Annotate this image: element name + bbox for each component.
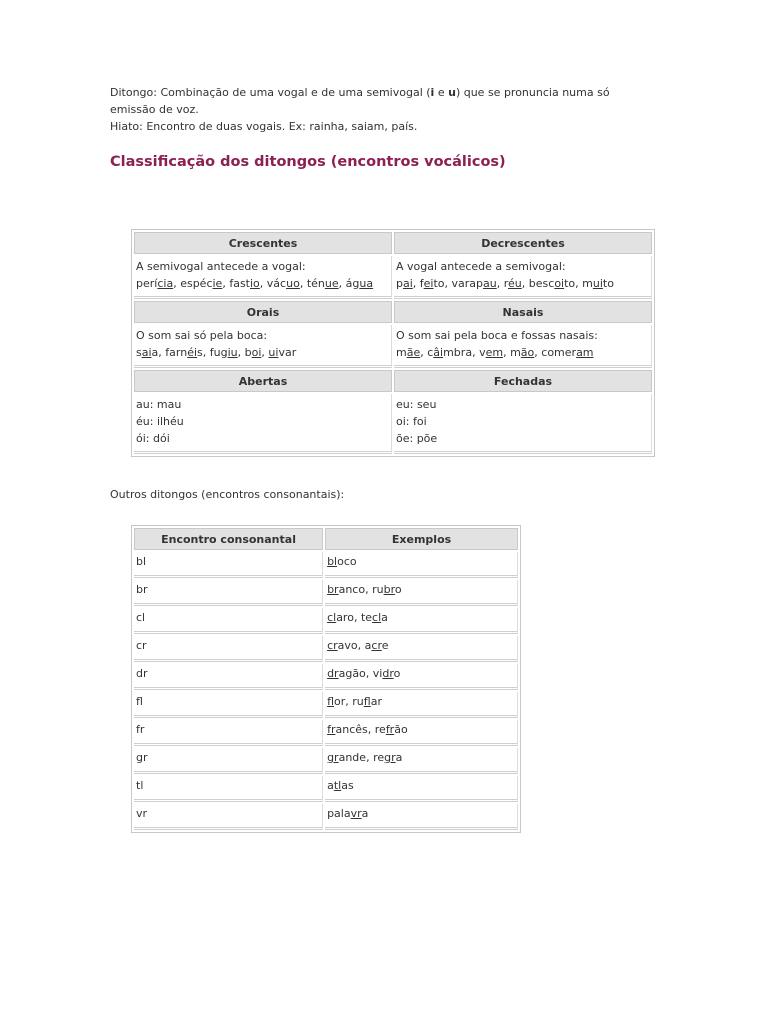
consonant-table-header-row [134,528,518,550]
word-segment: fast [229,277,250,290]
highlighted-letters: uo [286,277,300,290]
table-row [134,580,518,606]
table-row [134,636,518,662]
word-segment: aro [336,611,354,624]
highlighted-letters: fl [363,695,371,708]
word-segment: pala [327,807,351,820]
word-segment: ru [352,695,364,708]
example-words: saia, farnéis, fugiu, boi, uivar [136,346,297,359]
highlighted-letters: cl [327,611,337,624]
classification-data-cell [134,325,392,368]
example-line: au: mau [136,398,182,411]
encontro-cell: fr [134,720,323,746]
word-segment: a [361,807,369,820]
word-segment: var [278,346,297,359]
example-line: éu: ilhéu [136,415,184,428]
highlighted-letters: am [576,346,594,359]
exemplos-cell [325,552,518,578]
encontro-cell: vr [134,804,323,830]
word-segment: to [433,277,445,290]
word-segment: a [151,346,159,359]
cell-description: A vogal antecede a semivogal: [396,260,566,273]
exemplos-cell [325,776,518,802]
word-segment: perí [136,277,158,290]
word-segment: ande [338,751,367,764]
word-segment: a [395,751,403,764]
highlighted-letters: oi [554,277,565,290]
classification-header-row [134,370,652,392]
classification-data-cell [394,256,652,299]
word-segment: anco [338,583,366,596]
encontro-cell: bl [134,552,323,578]
encontro-cell: gr [134,748,323,774]
word-segment: as [341,779,354,792]
word-segment: to [602,277,614,290]
word-segment: a [364,639,372,652]
classification-header-row [134,232,652,254]
highlighted-letters: dr [382,667,394,680]
classification-data-cell [394,325,652,368]
highlighted-letters: ui [592,277,603,290]
word-segment: fug [209,346,228,359]
highlighted-letters: tl [333,779,342,792]
word-segment: besc [528,277,555,290]
highlighted-letters: ai [402,277,413,290]
highlighted-letters: em [485,346,504,359]
highlighted-letters: ie [212,277,223,290]
word-segment: m [396,346,407,359]
word-segment: varap [451,277,484,290]
classification-header-row [134,301,652,323]
table-row [134,692,518,718]
word-segment: agão [338,667,366,680]
word-segment: s [136,346,142,359]
highlighted-letters: ãe [406,346,421,359]
table-row [134,552,518,578]
encontro-cell: br [134,580,323,606]
highlighted-letters: oi [251,346,262,359]
highlighted-letters: bl [327,555,338,568]
word-segment: c [427,346,434,359]
example-line: oi: foi [396,415,427,428]
example-words: perícia, espécie, fastio, vácuo, ténue, água [136,277,374,290]
highlighted-letters: fr [385,723,395,736]
table-row [134,776,518,802]
exemplos-cell: cravo, acre [325,636,518,662]
highlighted-letters: ei [423,277,434,290]
word-segment: a [381,611,388,624]
section-title: Classificação dos ditongos (encontros vocálicos) [110,154,506,170]
word-segment: v [479,346,486,359]
word-segment: re [373,751,385,764]
classification-data-row [134,394,652,454]
word-segment: m [510,346,521,359]
highlighted-letters: fl [327,695,335,708]
word-segment: ru [372,583,384,596]
word-segment: e [381,639,389,652]
word-segment: m [582,277,593,290]
highlighted-letters: éi [187,346,198,359]
example-line: õe: põe [396,432,438,445]
header-exemplos: Exemplos [325,528,518,550]
word-segment: o [394,583,402,596]
example-line: ói: dói [136,432,170,445]
word-segment: te [360,611,373,624]
highlighted-letters: iu [227,346,238,359]
ditongo-definition: Ditongo: Combinação de uma vogal e de uma semivogal (i e u) que se pronuncia numa só [110,86,610,99]
classification-data-cell [394,394,652,454]
outros-ditongos-label: Outros ditongos (encontros consonantais): [110,488,345,501]
cell-description: O som sai só pela boca: [136,329,268,342]
word-segment: ág [345,277,360,290]
word-segment: s [197,346,203,359]
highlighted-letters: éu [508,277,522,290]
ditongo-definition-cont: emissão de voz. [110,103,199,116]
word-segment: farn [165,346,188,359]
classification-header-cell: Abertas [134,370,392,392]
word-segment: oco [337,555,357,568]
highlighted-letters: vr [350,807,362,820]
table-row [134,804,518,830]
example-words: pai, feito, varapau, réu, bescoito, muito [396,277,614,290]
exemplos-cell: claro, tecla [325,608,518,634]
table-row [134,720,518,746]
encontro-cell: tl [134,776,323,802]
word-segment: mbra [443,346,473,359]
intro-text [110,84,670,135]
encontro-cell: dr [134,664,323,690]
classification-header-cell: Nasais [394,301,652,323]
word-segment: vi [372,667,383,680]
word-segment: a [327,779,334,792]
word-segment: espéc [180,277,213,290]
highlighted-letters: ue [324,277,339,290]
highlighted-letters: ua [359,277,374,290]
highlighted-letters: ui [268,346,279,359]
highlighted-letters: br [383,583,395,596]
cell-description: A semivogal antecede a vogal: [136,260,306,273]
classification-data-cell [134,394,392,454]
highlighted-letters: br [327,583,339,596]
word-segment: f [419,277,424,290]
encontro-cell: cr [134,636,323,662]
highlighted-letters: ai [141,346,152,359]
highlighted-letters: gr [384,751,396,764]
word-segment: o [393,667,401,680]
word-segment: to [564,277,576,290]
word-segment: b [244,346,252,359]
exemplos-cell: flor, ruflar [325,692,518,718]
highlighted-letters: âi [433,346,444,359]
word-segment: ancês [335,723,368,736]
table-row [134,608,518,634]
table-row [134,748,518,774]
word-segment: r [503,277,509,290]
diphthong-classification-table [131,229,655,457]
exemplos-cell: dragão, vidro [325,664,518,690]
classification-data-cell [134,256,392,299]
example-line: eu: seu [396,398,437,411]
word-segment: or [334,695,346,708]
highlighted-letters: au [483,277,497,290]
exemplos-cell: francês, refrão [325,720,518,746]
highlighted-letters: cr [371,639,382,652]
encontro-cell: cl [134,608,323,634]
word-segment: comer [541,346,577,359]
consonant-cluster-table [131,525,521,833]
highlighted-letters: dr [327,667,339,680]
exemplos-cell: branco, rubro [325,580,518,606]
classification-header-cell: Orais [134,301,392,323]
highlighted-letters: cl [372,611,382,624]
word-segment: p [396,277,403,290]
word-segment: vác [266,277,287,290]
highlighted-letters: fr [327,723,336,736]
exemplos-cell: grande, regra [325,748,518,774]
word-segment: re [374,723,386,736]
table-row [134,664,518,690]
header-encontro: Encontro consonantal [134,528,323,550]
exemplos-cell [325,804,518,830]
classification-header-cell: Crescentes [134,232,392,254]
word-segment: avo [337,639,358,652]
highlighted-letters: gr [327,751,339,764]
word-segment: ar [370,695,382,708]
cell-description: O som sai pela boca e fossas nasais: [396,329,598,342]
hiato-definition: Hiato: Encontro de duas vogais. Ex: rainha, saiam, país. [110,120,418,133]
example-words: mãe, câimbra, vem, mão, comeram [396,346,594,359]
highlighted-letters: io [250,277,260,290]
classification-header-cell: Fechadas [394,370,652,392]
highlighted-letters: cia [157,277,174,290]
highlighted-letters: cr [327,639,338,652]
word-segment: ão [394,723,408,736]
highlighted-letters: ão [520,346,535,359]
classification-header-cell: Decrescentes [394,232,652,254]
classification-data-row [134,325,652,368]
classification-data-row [134,256,652,299]
word-segment: tén [306,277,325,290]
encontro-cell: fl [134,692,323,718]
